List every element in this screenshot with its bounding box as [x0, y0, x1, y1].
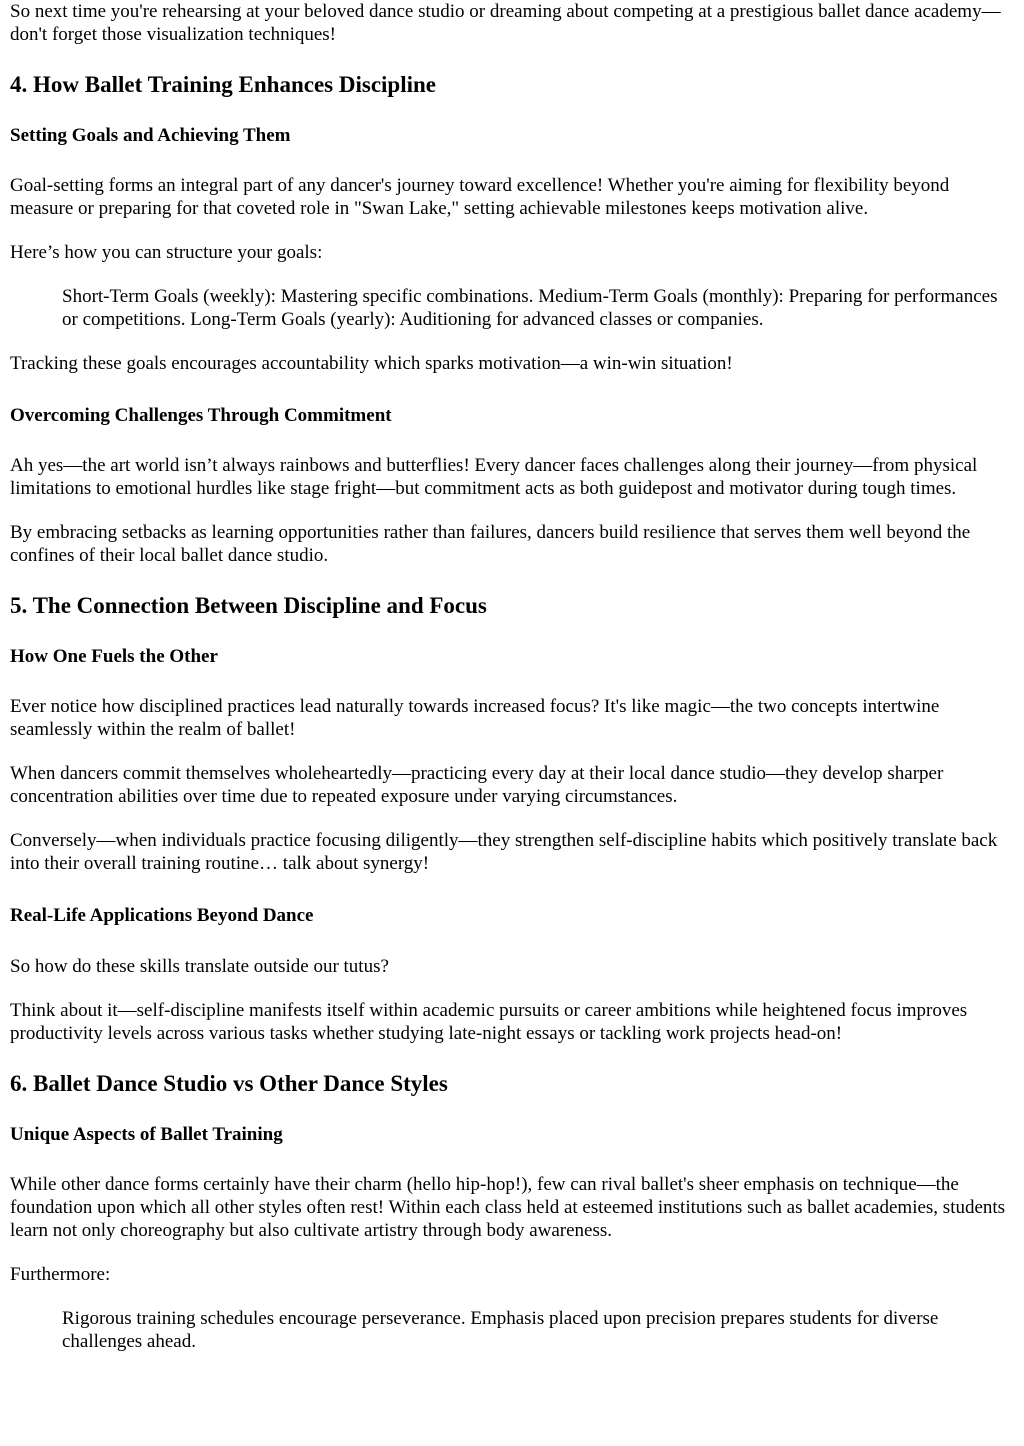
section-5-subheading-applications: Real-Life Applications Beyond Dance	[10, 905, 314, 926]
section-6-unique-quote: Rigorous training schedules encourage perseverance. Emphasis placed upon precision prepares students for diverse challenges ahead.	[62, 1308, 939, 1352]
section-4-challenges-paragraph-1: Ah yes—the art world isn’t always rainbows and butterflies! Every dancer faces challenges along their journey—from physical limitations to emotional hurdles like stage fright—but commitment acts as both guidepost and motivator during tough times.	[10, 455, 978, 499]
section-4-goals-paragraph-2: Here’s how you can structure your goals:	[10, 242, 323, 263]
section-6-heading: 6. Ballet Dance Studio vs Other Dance Styles	[10, 1071, 448, 1096]
section-5-heading: 5. The Connection Between Discipline and Focus	[10, 593, 487, 618]
section-4-challenges-paragraph-2: By embracing setbacks as learning opportunities rather than failures, dancers build resilience that serves them well beyond the confines of their local ballet dance studio.	[10, 522, 971, 566]
section-5-subheading-fuels: How One Fuels the Other	[10, 646, 218, 667]
section-5-fuels-paragraph-3: Conversely—when individuals practice focusing diligently—they strengthen self-discipline habits which positively translate back into their overall training routine… talk about synergy!	[10, 830, 998, 874]
section-5-fuels-paragraph-2: When dancers commit themselves wholeheartedly—practicing every day at their local dance studio—they develop sharper concentration abilities over time due to repeated exposure under varying circumstances.	[10, 763, 944, 807]
section-4-subheading-goals: Setting Goals and Achieving Them	[10, 125, 291, 146]
section-5-applications-paragraph-2: Think about it—self-discipline manifests itself within academic pursuits or career ambitions while heightened focus improves productivity levels across various tasks whether studying late-night essays or tackling work projects head-on!	[10, 1000, 968, 1044]
section-6-subheading-unique: Unique Aspects of Ballet Training	[10, 1124, 283, 1145]
section-6-unique-paragraph-2: Furthermore:	[10, 1264, 111, 1285]
section-5-fuels-paragraph-1: Ever notice how disciplined practices lead naturally towards increased focus? It's like magic—the two concepts intertwine seamlessly within the realm of ballet!	[10, 696, 940, 740]
intro-paragraph: So next time you're rehearsing at your beloved dance studio or dreaming about competing at a prestigious ballet dance academy—don't forget those visualization techniques!	[10, 1, 1001, 45]
section-4-goals-quote: Short-Term Goals (weekly): Mastering specific combinations. Medium-Term Goals (monthly): Preparing for performances or competitions. Long-Term Goals (yearly): Auditioning for advanced classes or companies.	[62, 286, 998, 330]
section-5-applications-paragraph-1: So how do these skills translate outside our tutus?	[10, 956, 389, 977]
section-4-goals-paragraph-3: Tracking these goals encourages accountability which sparks motivation—a win-win situation!	[10, 353, 733, 374]
section-4-heading: 4. How Ballet Training Enhances Discipline	[10, 72, 436, 97]
section-4-goals-paragraph-1: Goal-setting forms an integral part of any dancer's journey toward excellence! Whether you're aiming for flexibility beyond measure or preparing for that coveted role in "Swan Lake," setting achievable milestones keeps motivation alive.	[10, 175, 950, 219]
section-6-unique-paragraph-1: While other dance forms certainly have their charm (hello hip-hop!), few can rival ballet's sheer emphasis on technique—the foundation upon which all other styles often rest! Within each class held at esteemed institutions such as ballet academies, students learn not only choreography but also cultivate artistry through body awareness.	[10, 1174, 1006, 1241]
section-4-subheading-challenges: Overcoming Challenges Through Commitment	[10, 405, 392, 426]
